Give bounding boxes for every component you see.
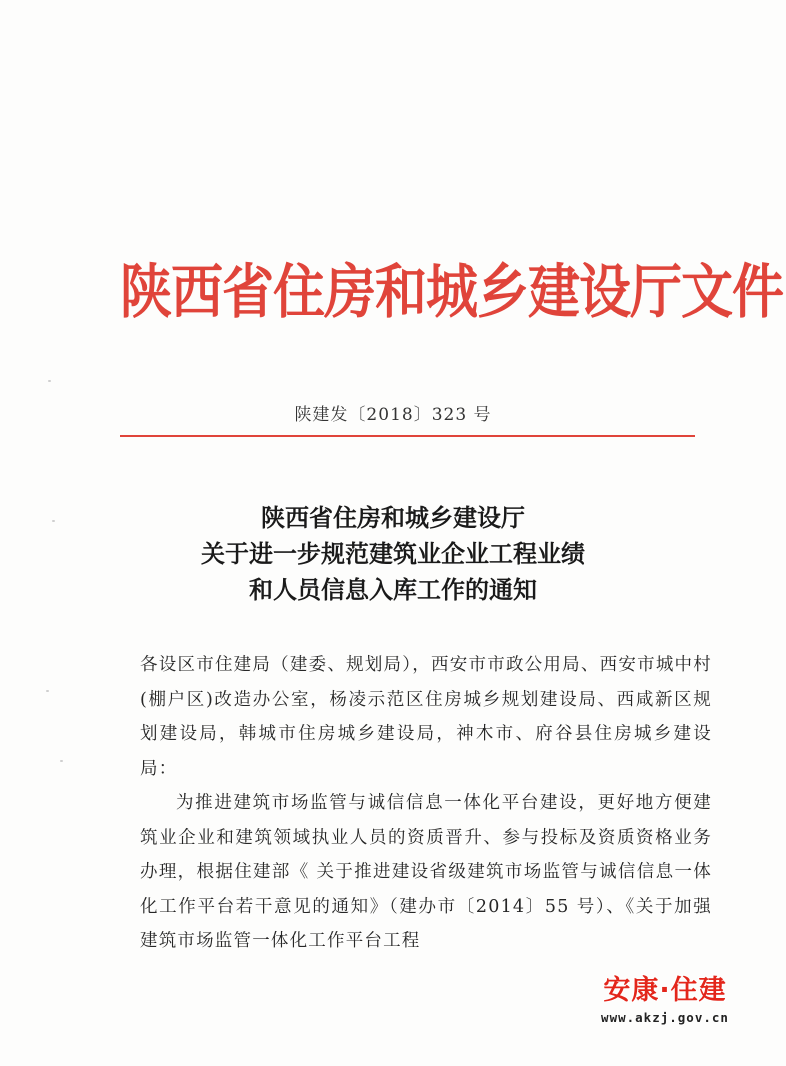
scan-speck (60, 760, 63, 762)
watermark-title: 安康·住建 (603, 975, 727, 1006)
body-paragraph: 为推进建筑市场监管与诚信信息一体化平台建设，更好地方便建筑业企业和建筑领域执业人员的资质晋升、参与投标及资质资格业务办理，根据住建部《 关于推进建设省级建筑市场监管与诚信信息一体化工作平台若干意见的通知》（建办市〔2014〕55 号）、《关于加强建筑市场监管一体化工作平台工程 (140, 793, 712, 951)
title-line: 陕西省住房和城乡建设厅 (261, 503, 525, 532)
scan-speck (46, 690, 49, 692)
scan-speck (48, 380, 51, 382)
document-number: 陕建发〔2018〕323 号 (294, 405, 492, 425)
addressee-paragraph: 各设区市住建局（建委、规划局），西安市市政公用局、西安市城中村(棚户区)改造办公室，杨凌示范区住房城乡规划建设局、西咸新区规划建设局，韩城市住房城乡建设局，神木市、府谷县住房城乡建设局： (140, 655, 712, 779)
watermark-url: www.akzj.gov.cn (601, 1010, 729, 1025)
title-line: 关于进一步规范建筑业企业工程业绩 (201, 539, 585, 568)
red-divider-line (120, 435, 695, 437)
issuer-header: 陕西省住房和城乡建设厅文件 (120, 259, 784, 327)
document-title (0, 500, 786, 608)
title-line: 和人员信息入库工作的通知 (249, 575, 537, 604)
document-body (140, 648, 712, 959)
site-watermark (580, 968, 750, 1025)
